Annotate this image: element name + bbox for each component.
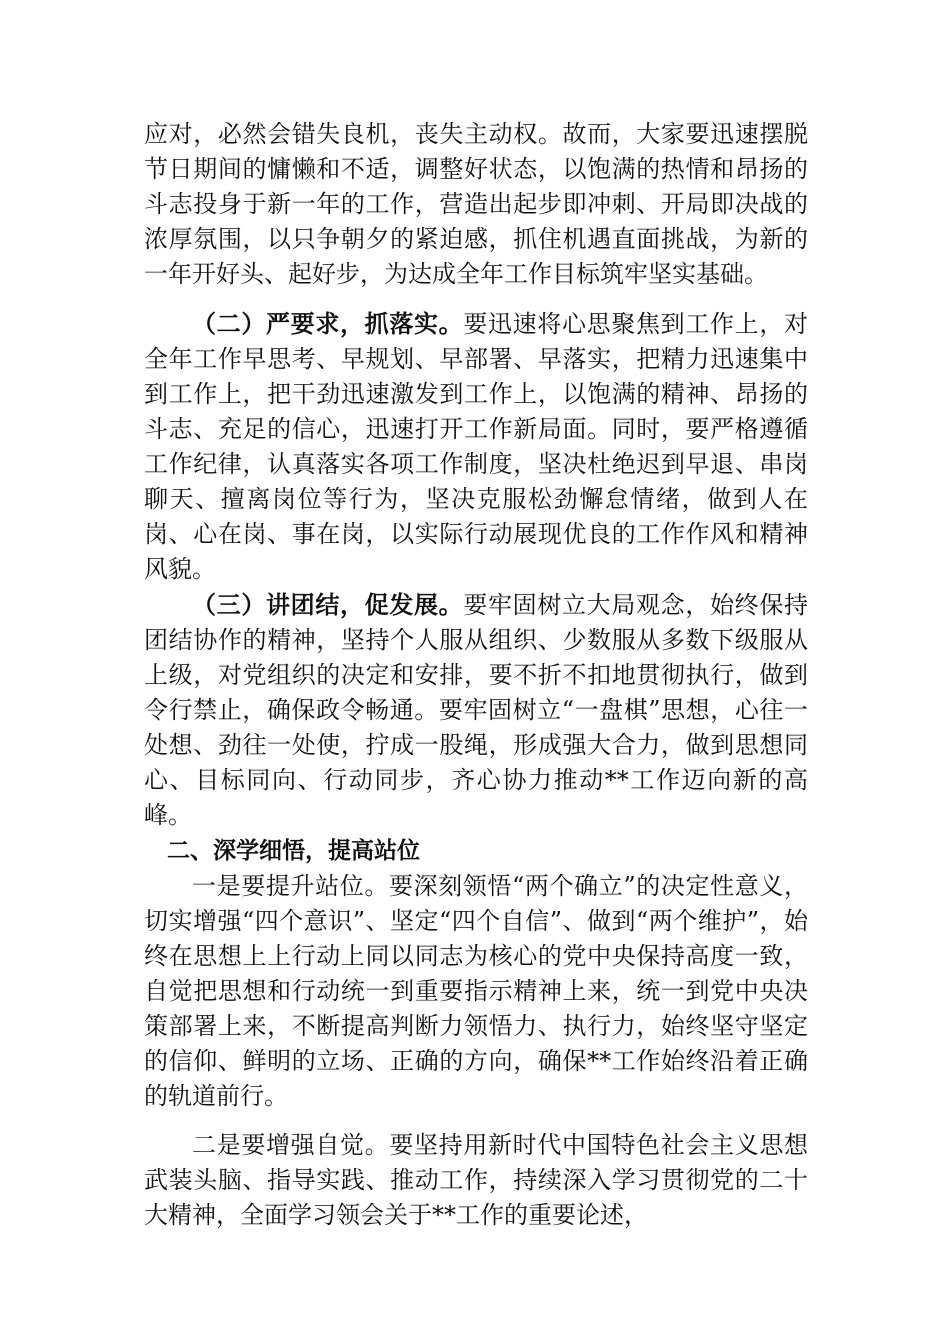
paragraph-2 [144,306,808,587]
section-heading-2: 二、深学细悟，提高站位 [167,838,420,864]
paragraph-3-lead: （三）讲团结，促发展。 [192,590,464,619]
paragraph-1 [144,117,808,292]
paragraph-5-text: 二是要增强自觉。要坚持用新时代中国特色社会主义思想武装头脑、指导实践、推动工作，持续深入学习贯彻党的二十大精神，全面学习领会关于**工作的重要论述， [144,1131,808,1229]
document-body [144,117,808,1233]
paragraph-4-text: 一是要提升站位。要深刻领悟“两个确立”的决定性意义，切实增强“四个意识”、坚定“四个自信”、做到“两个维护”，始终在思想上上行动上同以同志为核心的党中央保持高度一致，自觉把思想和行动统一到重要指示精神上来，统一到党中央决策部署上来，不断提高判断力领悟力、执行力，始终坚守坚定的信仰、鲜明的立场、正确的方向，确保**工作始终沿着正确的轨道前行。 [144,872,808,1110]
paragraph-3 [144,587,808,833]
paragraph-2-lead: （二）严要求，抓落实。 [192,309,464,338]
paragraph-2-text: 要迅速将心思聚焦到工作上，对全年工作早思考、早规划、早部署、早落实，把精力迅速集中到工作上，把干劲迅速激发到工作上，以饱满的精神、昂扬的斗志、充足的信心，迅速打开工作新局面。同时，要严格遵循工作纪律，认真落实各项工作制度，坚决杜绝迟到早退、串岗聊天、擅离岗位等行为，坚决克服松劲懈怠情绪，做到人在岗、心在岗、事在岗，以实际行动展现优良的工作作风和精神风貌。 [144,310,809,583]
paragraph-5 [144,1128,808,1233]
paragraph-3-text: 要牢固树立大局观念，始终保持团结协作的精神，坚持个人服从组织、少数服从多数下级服从上级，对党组织的决定和安排，要不折不扣地贯彻执行，做到令行禁止，确保政令畅通。要牢固树立“一盘棋”思想，心往一处想、劲往一处使，拧成一股绳，形成强大合力，做到思想同心、目标同向、行动同步，齐心协力推动**工作迈向新的高峰。 [144,591,809,829]
paragraph-4 [144,869,808,1114]
paragraph-1-text: 应对，必然会错失良机，丧失主动权。故而，大家要迅速摆脱节日期间的慵懒和不适，调整好状态，以饱满的热情和昂扬的斗志投身于新一年的工作，营造出起步即冲刺、开局即决战的浓厚氛围，以只争朝夕的紧迫感，抓住机遇直面挑战，为新的一年开好头、起好步，为达成全年工作目标筑牢坚实基础。 [144,120,808,288]
